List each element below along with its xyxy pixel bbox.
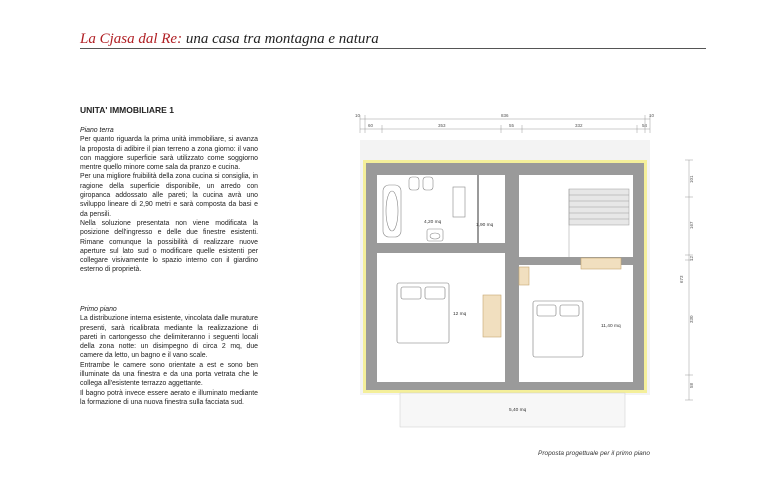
dim-right-3: 12 (689, 255, 694, 261)
floor-plan (305, 105, 700, 435)
label-terrace: 5,40 mq (509, 408, 527, 413)
label-bedroom-left: 12 mq (453, 312, 467, 317)
dim-right-1: 101 (689, 175, 694, 183)
dim-right-total: 673 (679, 275, 684, 283)
dim-part-3: 55 (509, 123, 515, 128)
label-hall: 1,90 mq (476, 223, 494, 228)
section-title: UNITA' IMMOBILIARE 1 (80, 105, 174, 115)
ground-floor-paragraph-2: Per una migliore fruibilità della zona cucina si consiglia, in ragione della superficie disponibile, un arredo con giropanca addossato alle pareti; la cucina avrà uno sviluppo lineare di 2,90 metri e sarà composta da basi e da pensili. (80, 173, 258, 218)
dim-top-2: 836 (501, 113, 509, 118)
document-header (80, 31, 379, 48)
dim-top-3: 10 (649, 113, 655, 118)
plan-caption: Proposta progettuale per il primo piano (538, 450, 651, 457)
dim-right-2: 167 (689, 221, 694, 229)
header-brand: La Cjasa dal Re: (80, 31, 183, 47)
dim-part-2: 353 (438, 123, 446, 128)
ground-floor-paragraph-1: Per quanto riguarda la prima unità immobiliare, si avanza la proposta di adibire il pian terreno a zona giorno: il vano con maggiore superficie sarà utilizzato come soggiorno mentre quello minore come sala da pranzo e cucina. (80, 136, 258, 172)
first-floor-paragraph-2: Entrambe le camere sono orientate a est e sono ben illuminate da una finestra e da una porta vetrata che le collega all'esistente terrazzo aggettante. (80, 361, 258, 388)
dim-right-5: 58 (689, 382, 694, 388)
partition-horizontal-left (377, 243, 505, 253)
first-floor-paragraph-3: Il bagno potrà invece essere aerato e illuminato mediante la formazione di una nuova finestra sulla facciata sud. (80, 389, 258, 406)
dim-top-1: 10 (355, 113, 361, 118)
first-floor-paragraph-1: La distribuzione interna esistente, vincolata dalle murature presenti, sarà ricalibrata mediante la realizzazione di pareti in cartongesso che delimiteranno i seguenti locali della zona notte: un disimpegno di circa 2 mq, due camere da letto, un bagno e il vano scale. (80, 315, 258, 360)
partition-bath-hall (477, 175, 479, 245)
ground-floor-subhead: Piano terra (80, 127, 114, 134)
ground-floor-text (80, 126, 258, 275)
dim-part-4: 332 (575, 123, 583, 128)
room-hall (477, 175, 505, 245)
dim-part-5: 54 (642, 123, 648, 128)
label-bath: 4,20 mq (424, 220, 442, 225)
ground-floor-paragraph-3: Nella soluzione presentata non viene modificata la posizione dell'ingresso e delle due finestre esistenti. Rimane comunque la possibilità di realizzare nuove aperture sul lato sud o modificare quelle esistenti per collegare visivamente lo spazio interno con il giardino esterno di proprietà. (80, 219, 258, 274)
first-floor-subhead: Primo piano (80, 306, 117, 313)
first-floor-text (80, 305, 258, 407)
label-bedroom-right: 11,40 mq (601, 324, 621, 329)
header-subtitle: una casa tra montagna e natura (182, 31, 379, 47)
dim-part-1: 60 (368, 123, 374, 128)
dim-right-4: 330 (689, 315, 694, 323)
header-rule (80, 48, 706, 49)
